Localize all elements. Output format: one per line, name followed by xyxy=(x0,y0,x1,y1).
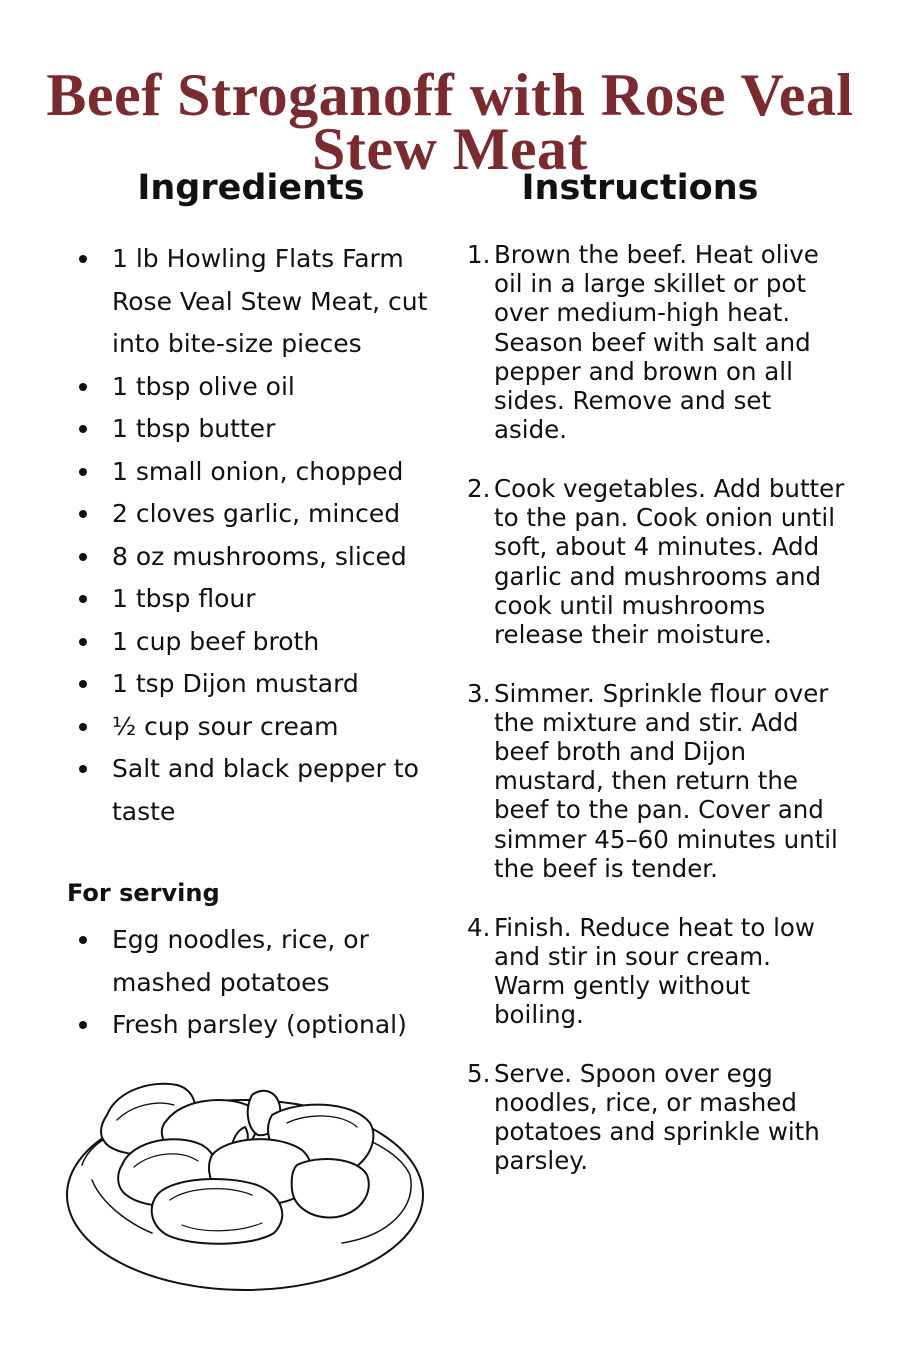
list-item: 1 lb Howling Flats Farm Rose Veal Stew Meat, cut into bite-size pieces xyxy=(68,238,458,366)
instruction-step xyxy=(467,474,847,649)
list-item: Egg noodles, rice, or mashed potatoes xyxy=(68,919,458,1004)
list-item: 1 tbsp butter xyxy=(68,408,458,451)
list-item: 1 tbsp flour xyxy=(68,578,458,621)
list-item: ½ cup sour cream xyxy=(68,706,458,749)
list-item: 1 tbsp olive oil xyxy=(68,366,458,409)
list-item: Salt and black pepper to taste xyxy=(68,748,458,833)
step-number: 3. xyxy=(467,678,491,708)
instruction-step xyxy=(467,1059,847,1176)
list-item: 1 cup beef broth xyxy=(68,621,458,664)
serving-list xyxy=(68,919,458,1047)
step-number: 4. xyxy=(467,912,491,942)
step-text: Serve. Spoon over egg noodles, rice, or mashed potatoes and sprinkle with parsley. xyxy=(494,1058,820,1176)
instruction-step xyxy=(467,913,847,1030)
step-text: Simmer. Sprinkle flour over the mixture and stir. Add beef broth and Dijon mustard, then return the beef to the pan. Cover and simmer 45–60 minutes until the beef is tender. xyxy=(494,678,838,883)
list-item: 8 oz mushrooms, sliced xyxy=(68,536,458,579)
step-number: 2. xyxy=(467,473,491,503)
list-item: Fresh parsley (optional) xyxy=(68,1004,458,1047)
ingredients-heading: Ingredients xyxy=(137,168,365,208)
title-line-2: Stew Meat xyxy=(311,116,589,183)
step-text: Cook vegetables. Add butter to the pan. Cook onion until soft, about 4 minutes. Add garlic and mushrooms and cook until mushrooms release their moisture. xyxy=(494,473,845,649)
list-item: 1 small onion, chopped xyxy=(68,451,458,494)
ingredients-list xyxy=(68,238,458,833)
instructions-list xyxy=(467,240,847,1205)
step-text: Brown the beef. Heat olive oil in a large skillet or pot over medium-high heat. Season beef with salt and pepper and brown on all sides. Remove and set aside. xyxy=(494,240,819,445)
serving-heading: For serving xyxy=(67,879,220,907)
step-text: Finish. Reduce heat to low and stir in sour cream. Warm gently without boiling. xyxy=(494,912,815,1030)
step-number: 5. xyxy=(467,1058,491,1088)
page-title xyxy=(0,62,900,183)
instructions-heading: Instructions xyxy=(521,168,759,208)
title-line-1: Beef Stroganoff with Rose Veal xyxy=(46,62,854,129)
list-item: 1 tsp Dijon mustard xyxy=(68,663,458,706)
plate-of-stew-meat-icon xyxy=(62,1075,432,1300)
list-item: 2 cloves garlic, minced xyxy=(68,493,458,536)
instruction-step xyxy=(467,679,847,883)
instruction-step xyxy=(467,240,847,444)
step-number: 1. xyxy=(467,240,491,269)
